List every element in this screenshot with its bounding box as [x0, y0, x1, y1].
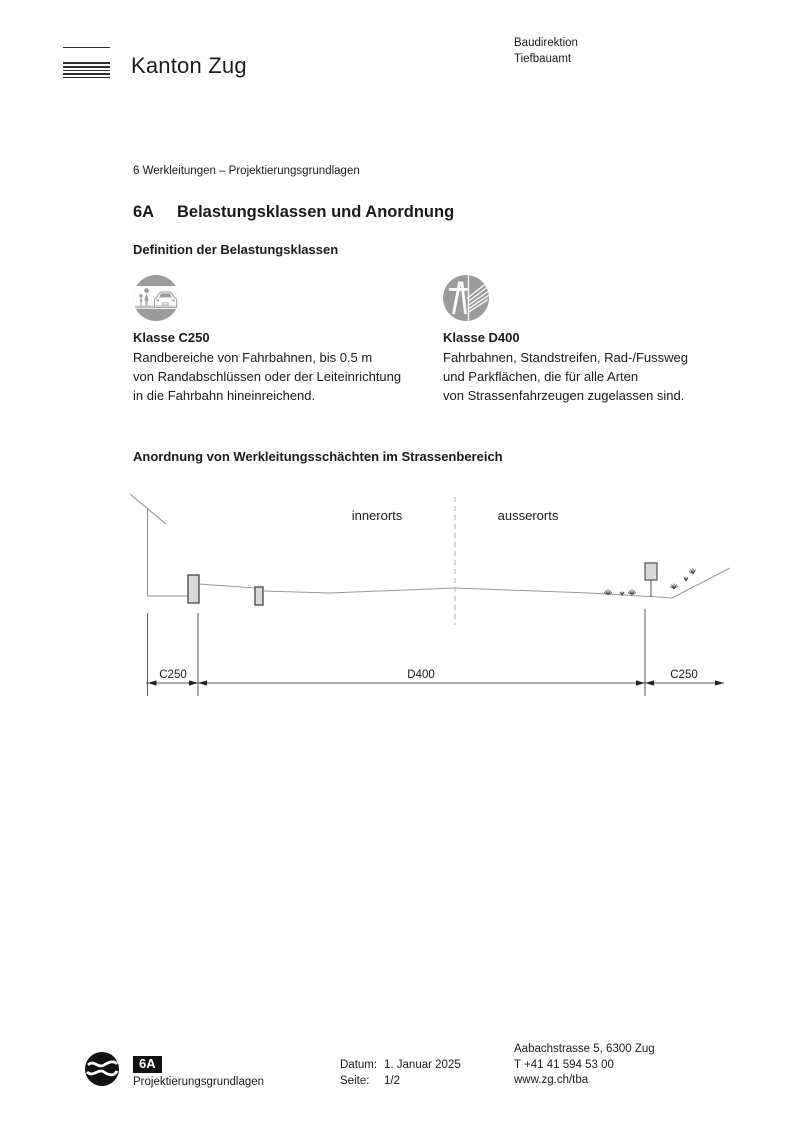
class-c250-line: in die Fahrbahn hineinreichend.	[133, 388, 316, 403]
dimension-label-d400: D400	[407, 669, 435, 681]
motorway-icon	[441, 273, 491, 323]
org-name: Kanton Zug	[131, 53, 247, 78]
class-c250-block	[133, 328, 438, 405]
dimension-label-c250-left: C250	[159, 669, 187, 681]
zone-label-ausserorts: ausserorts	[497, 508, 559, 523]
pedestrians-and-car-icon	[131, 273, 181, 323]
footer-website: www.zg.ch/tba	[514, 1074, 589, 1087]
department-name: Baudirektion	[514, 37, 578, 49]
footer-contact-block	[514, 1042, 655, 1089]
arrangement-heading: Anordnung von Werkleitungsschächten im Strassenbereich	[133, 449, 503, 464]
office-name: Tiefbauamt	[514, 52, 572, 65]
footer-page-value: 1/2	[384, 1075, 400, 1087]
class-d400-block	[443, 328, 748, 405]
page-title-number: 6A	[133, 203, 155, 221]
footer-series: Projektierungsgrundlagen	[133, 1076, 265, 1088]
header-department-block	[514, 36, 578, 67]
kanton-zug-stripes-logo-icon	[63, 46, 110, 80]
manhole-shaft-large	[188, 575, 199, 603]
footer-date-label: Datum:	[340, 1059, 378, 1071]
breadcrumb: 6 Werkleitungen – Projektierungsgrundlagen	[133, 165, 360, 177]
building-outline	[130, 494, 188, 596]
manhole-shaft-small	[255, 587, 263, 605]
class-c250-line: Randbereiche von Fahrbahnen, bis 0.5 m	[133, 350, 373, 365]
signpost	[645, 563, 657, 597]
class-d400-line: von Strassenfahrzeugen zugelassen sind.	[443, 388, 685, 403]
class-c250-name: Klasse C250	[133, 330, 210, 345]
footer-page-label: Seite:	[340, 1075, 370, 1087]
footer-phone: T +41 41 594 53 00	[514, 1058, 614, 1071]
footer-date-value: 1. Januar 2025	[384, 1059, 461, 1071]
pipes-roundel-icon	[84, 1051, 120, 1087]
footer-sheet-badge: 6A	[133, 1056, 162, 1073]
page-title: Belastungsklassen und Anordnung	[177, 203, 455, 221]
road-cross-section-diagram	[125, 488, 735, 703]
zone-label-innerorts: innerorts	[351, 508, 403, 523]
class-c250-line: von Randabschlüssen oder der Leiteinrichtung	[133, 369, 402, 384]
class-d400-line: Fahrbahnen, Standstreifen, Rad-/Fussweg	[443, 350, 688, 365]
definitions-heading: Definition der Belastungsklassen	[133, 242, 339, 257]
footer-address: Aabachstrasse 5, 6300 Zug	[514, 1043, 655, 1055]
class-d400-line: und Parkflächen, die für alle Arten	[443, 369, 639, 384]
class-d400-name: Klasse D400	[443, 330, 520, 345]
dimension-label-c250-right: C250	[670, 669, 698, 681]
road-surface-line	[263, 568, 730, 598]
